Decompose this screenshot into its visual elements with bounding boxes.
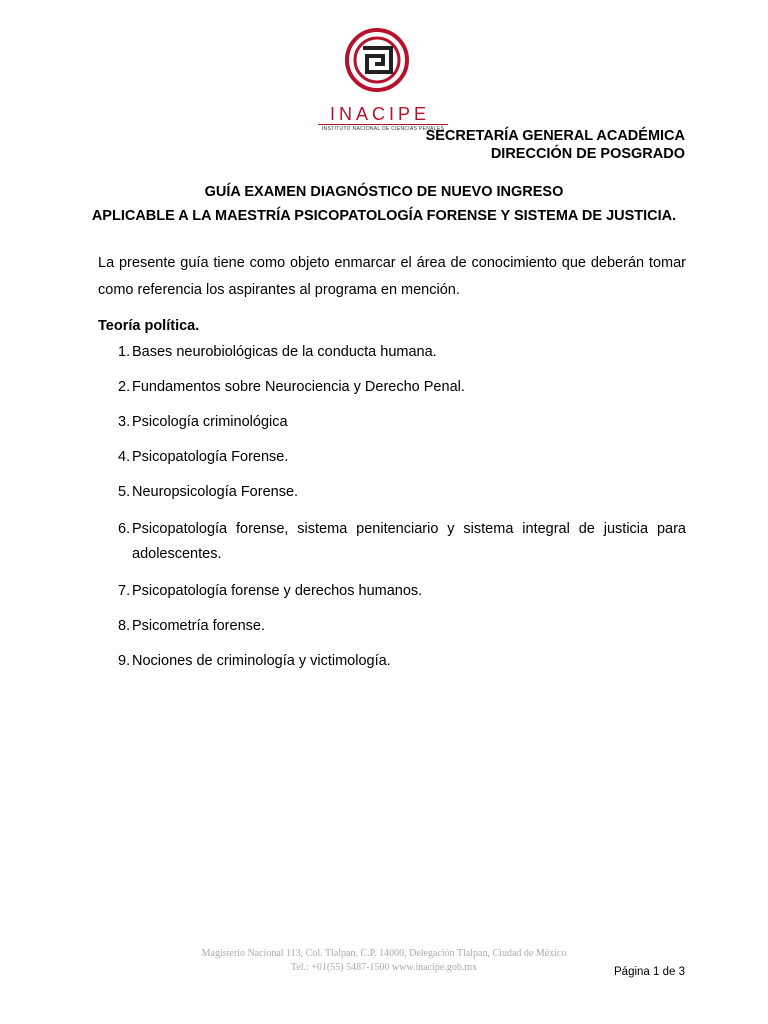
list-item [118,616,686,637]
list-item-text: Psicopatología forense y derechos humanos. [132,583,423,599]
dept-line-2: DIRECCIÓN DE POSGRADO [490,146,685,162]
list-item-text: Fundamentos sobre Neurociencia y Derecho Penal. [132,379,465,395]
list-item [118,412,686,433]
list-item-number: 9. [118,653,131,669]
list-item [118,517,686,567]
page-number: Página 1 de 3 [614,966,685,978]
list-item [118,581,686,602]
footer-address-line-2: Tel.: +01(55) 5487-1500 www.inacipe.gob.mx [290,962,478,973]
list-item-text: Psicología criminológica [132,414,288,430]
list-item-text: Neuropsicología Forense. [132,484,299,500]
list-item-text: Psicopatología forense, sistema penitenciario y sistema integral de justicia para adolescentes. [132,521,686,562]
intro-paragraph: La presente guía tiene como objeto enmarcar el área de conocimiento que deberán tomar como referencia los aspirantes al programa en mención. [98,255,686,298]
list-item [118,651,686,672]
list-item [118,377,686,398]
list-item-text: Nociones de criminología y victimología. [132,653,391,669]
list-item [118,447,686,468]
document-title: GUÍA EXAMEN DIAGNÓSTICO DE NUEVO INGRESO [204,184,564,200]
inacipe-logo [300,28,460,132]
list-item-number: 1. [118,344,131,360]
department-heading [426,127,685,163]
logo-subtitle: INSTITUTO NACIONAL DE CIENCIAS PENALES [318,124,448,132]
list-item-text: Bases neurobiológicas de la conducta humana. [132,344,437,360]
list-item-text: Psicopatología Forense. [132,449,289,465]
section-heading: Teoría política. [98,318,200,334]
list-item-number: 7. [118,583,131,599]
list-item-number: 3. [118,414,131,430]
list-item-number: 2. [118,379,131,395]
list-item-number: 5. [118,484,131,500]
dept-line-1: SECRETARÍA GENERAL ACADÉMICA [425,128,685,144]
list-item [118,482,686,503]
list-item-number: 6. [118,521,131,537]
document-subtitle: APLICABLE A LA MAESTRÍA PSICOPATOLOGÍA FORENSE Y SISTEMA DE JUSTICIA. [91,208,677,224]
list-item [118,342,686,363]
logo-emblem-icon [345,28,409,92]
list-item-number: 8. [118,618,131,634]
list-item-text: Psicometría forense. [132,618,265,634]
logo-wordmark: INACIPE [329,104,431,124]
list-item-number: 4. [118,449,131,465]
footer-address-line-1: Magisterio Nacional 113, Col. Tlalpan, C.P. 14000, Delegación Tlalpan, Ciudad de México [201,948,567,959]
topic-list [118,342,686,686]
